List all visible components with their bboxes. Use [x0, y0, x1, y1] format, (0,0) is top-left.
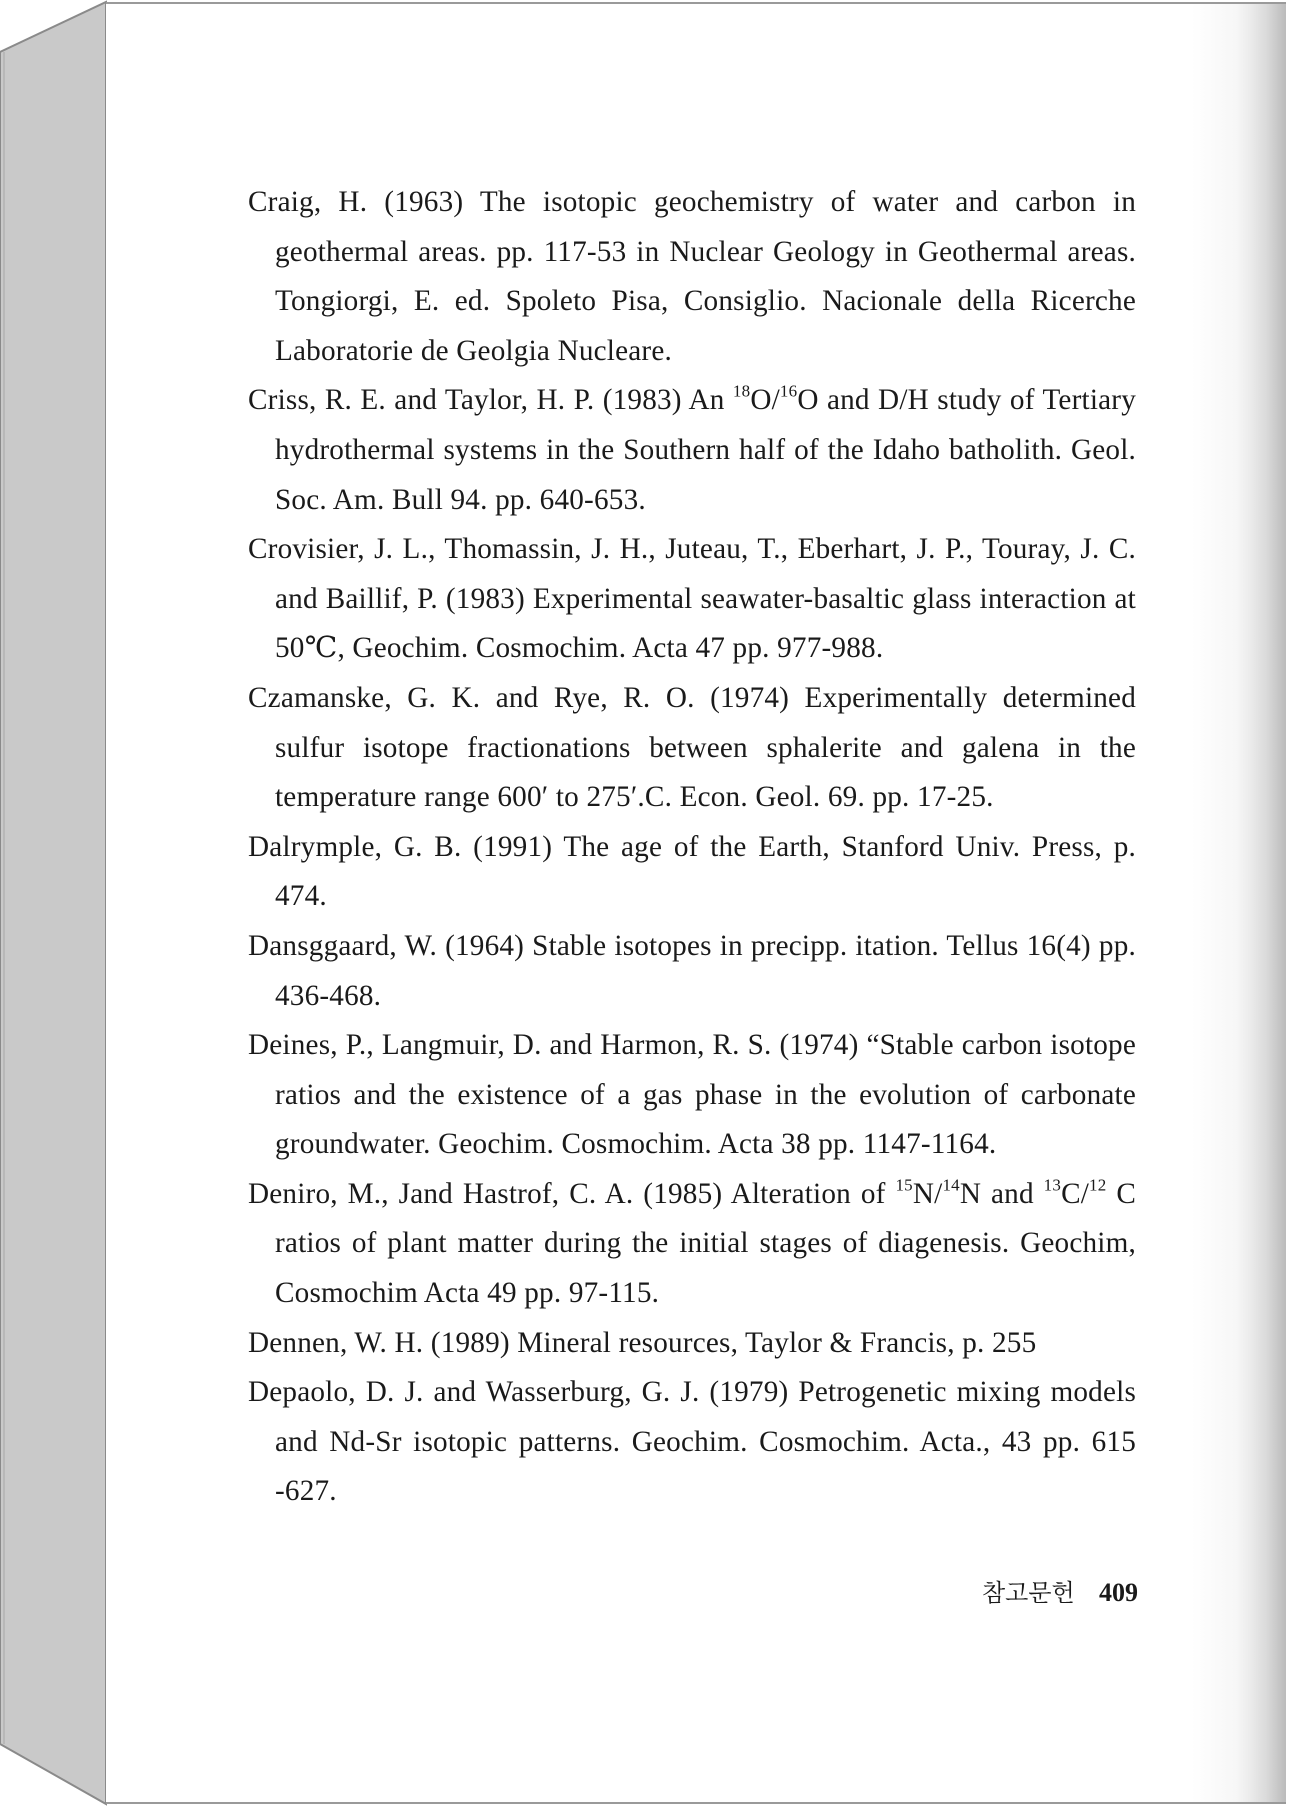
reference-text: Dalrymple, G. B. (1991) The age of the Earth, Stanford Univ. Press, p. 474. [248, 830, 1136, 913]
reference-entry [248, 823, 1136, 922]
reference-text: N/ [912, 1177, 943, 1210]
isotope-mass-number: 14 [942, 1175, 960, 1195]
reference-entry [248, 674, 1136, 823]
isotope-mass-number: 12 [1089, 1175, 1107, 1195]
reference-text: O/ [750, 384, 780, 417]
reference-text: Crovisier, J. L., Thomassin, J. H., Juteau, T., Eberhart, J. P., Touray, J. C. and Baillif, P. (1983) Experimental seawater-basaltic glass interaction at 50℃, Geochim. Cosmochim. Acta 47 pp. 977-988. [248, 533, 1136, 665]
page-footer [982, 1573, 1138, 1608]
reference-entry [248, 922, 1136, 1021]
page-number: 409 [1099, 1578, 1138, 1607]
reference-text: Dennen, W. H. (1989) Mineral resources, Taylor & Francis, p. 255 [248, 1326, 1037, 1359]
reference-list [248, 178, 1136, 1517]
reference-entry [248, 1021, 1136, 1170]
reference-entry [248, 1319, 1136, 1369]
reference-entry [248, 525, 1136, 674]
reference-entry [248, 178, 1136, 376]
reference-entry [248, 1170, 1136, 1319]
reference-text: Criss, R. E. and Taylor, H. P. (1983) An [248, 384, 733, 417]
isotope-mass-number: 16 [779, 381, 798, 401]
section-label: 참고문헌 [982, 1579, 1075, 1607]
reference-text: Deines, P., Langmuir, D. and Harmon, R. S. (1974) “Stable carbon isotope ratios and the existence of a gas phase in the evolution of carbonate groundwater. Geochim. Cosmochim. Acta 38 pp. 1147-1164. [248, 1029, 1136, 1161]
isotope-mass-number: 18 [732, 381, 751, 401]
reference-text: Czamanske, G. K. and Rye, R. O. (1974) Experimentally determined sulfur isotope fractionations between sphalerite and galena in the temperature range 600′ to 275′.C. Econ. Geol. 69. pp. 17-25. [248, 681, 1136, 814]
reference-text: C ratios of plant matter during the initial stages of diagenesis. Geochim, Cosmochim Acta 49 pp. 97-115. [275, 1177, 1137, 1310]
reference-text: Dansggaard, W. (1964) Stable isotopes in precipp. itation. Tellus 16(4) pp. 436-468. [248, 929, 1136, 1012]
reference-text: O and D/H study of Tertiary hydrothermal systems in the Southern half of the Idaho batholith. Geol. Soc. Am. Bull 94. pp. 640-653. [275, 384, 1136, 516]
reference-text: C/ [1061, 1177, 1090, 1210]
isotope-mass-number: 15 [895, 1175, 913, 1195]
reference-text: Depaolo, D. J. and Wasserburg, G. J. (1979) Petrogenetic mixing models and Nd-Sr isotopic patterns. Geochim. Cosmochim. Acta., 43 pp. 615 -627. [248, 1376, 1136, 1508]
isotope-mass-number: 13 [1043, 1175, 1062, 1195]
page-edge-shadow [1236, 4, 1286, 1802]
reference-entry [248, 1368, 1136, 1517]
reference-text: Craig, H. (1963) The isotopic geochemistry of water and carbon in geothermal areas. pp. 117-53 in Nuclear Geology in Geothermal areas. Tongiorgi, E. ed. Spoleto Pisa, Consiglio. Nacionale della Ricerche Laboratorie de Geolgia Nucleare. [248, 186, 1136, 367]
reference-text: Deniro, M., Jand Hastrof, C. A. (1985) Alteration of [248, 1177, 896, 1210]
reference-entry [248, 376, 1136, 525]
reference-text: N and [959, 1177, 1044, 1210]
